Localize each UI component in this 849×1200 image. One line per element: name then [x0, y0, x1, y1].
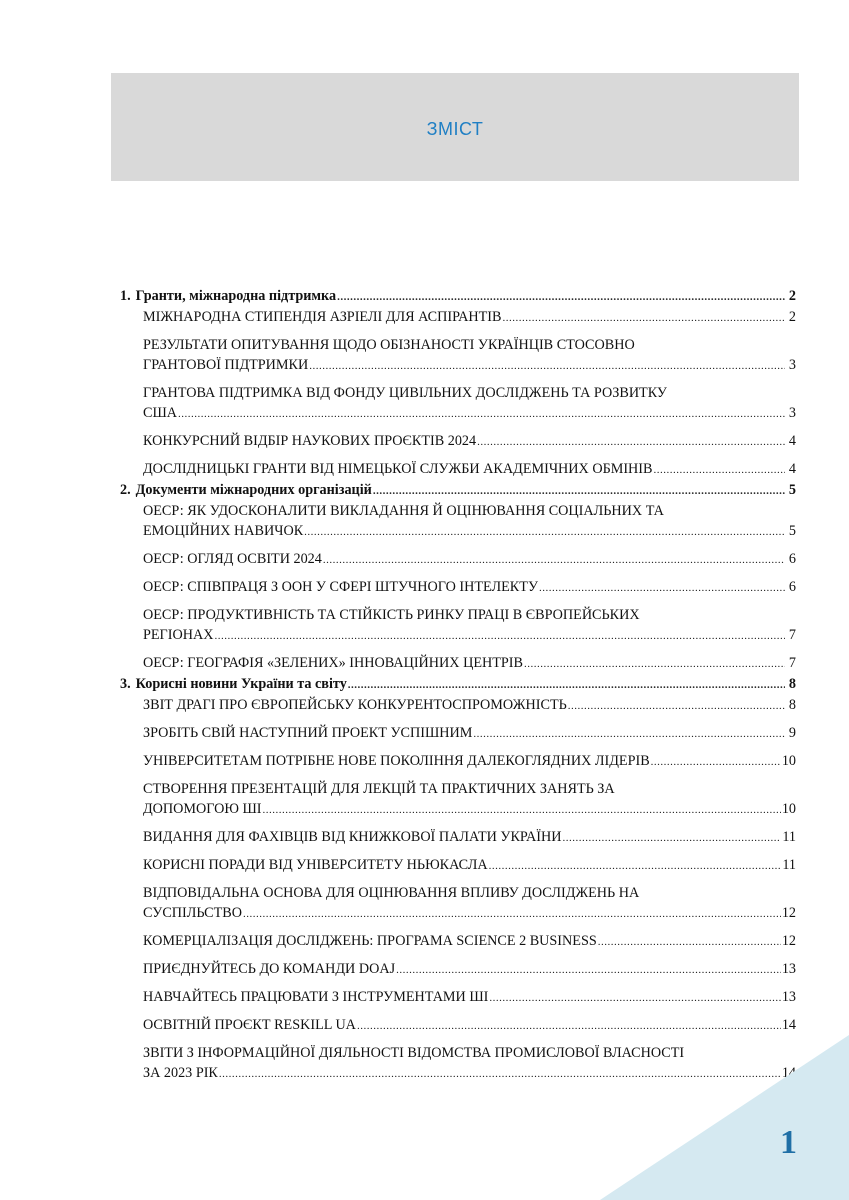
toc-page-number: 8	[788, 676, 796, 692]
toc-entry[interactable]	[120, 883, 796, 924]
toc-entry-title-line: СТВОРЕННЯ ПРЕЗЕНТАЦІЙ ДЛЯ ЛЕКЦІЙ ТА ПРАКТИЧНИХ ЗАНЯТЬ ЗА	[143, 781, 615, 797]
toc-leader-dots	[473, 724, 785, 744]
toc-page-number: 6	[788, 579, 796, 595]
toc-page-number: 14	[781, 1017, 796, 1033]
toc-entry-title-line: ОЕСР: ОГЛЯД ОСВІТИ 2024	[143, 551, 322, 567]
toc-page-number: 11	[782, 857, 796, 873]
toc-entry-title-line: ОЕСР: ЯК УДОСКОНАЛИТИ ВИКЛАДАННЯ Й ОЦІНЮВАННЯ СОЦІАЛЬНИХ ТА	[143, 503, 664, 519]
toc-section-title: Гранти, міжнародна підтримка	[135, 288, 337, 304]
corner-decoration	[600, 1035, 849, 1200]
toc-entry-title-line: ОЕСР: ГЕОГРАФІЯ «ЗЕЛЕНИХ» ІННОВАЦІЙНИХ ЦЕНТРІВ	[143, 655, 523, 671]
toc-section-number: 1.	[120, 288, 131, 304]
toc-entry-title-line: ЗВІТИ З ІНФОРМАЦІЙНОЇ ДІЯЛЬНОСТІ ВІДОМСТВА ПРОМИСЛОВОЇ ВЛАСНОСТІ	[143, 1045, 685, 1061]
toc-header-box	[111, 73, 799, 181]
toc-leader-dots	[651, 752, 781, 772]
toc-leader-dots	[309, 356, 785, 376]
toc-page-number: 3	[788, 357, 796, 373]
toc-page-number: 4	[788, 433, 796, 449]
toc-entry-title-line: ЗВІТ ДРАГІ ПРО ЄВРОПЕЙСЬКУ КОНКУРЕНТОСПРОМОЖНІСТЬ	[143, 697, 567, 713]
toc-section-title: Корисні новини України та світу	[135, 676, 347, 692]
toc-entry-title-line: США	[143, 405, 178, 421]
toc-entry-title-line: ЗРОБІТЬ СВІЙ НАСТУПНИЙ ПРОЕКТ УСПІШНИМ	[143, 725, 473, 741]
table-of-contents	[120, 286, 796, 1084]
toc-leader-dots	[323, 550, 785, 570]
toc-entry-title-line: ДОСЛІДНИЦЬКІ ГРАНТИ ВІД НІМЕЦЬКОЇ СЛУЖБИ АКАДЕМІЧНИХ ОБМІНІВ	[143, 461, 653, 477]
toc-entry-title-line: КОМЕРЦІАЛІЗАЦІЯ ДОСЛІДЖЕНЬ: ПРОГРАМА SCIENCE 2 BUSINESS	[143, 933, 597, 949]
toc-entry-title-line: ЕМОЦІЙНИХ НАВИЧОК	[143, 523, 304, 539]
toc-entry-title-line: МІЖНАРОДНА СТИПЕНДІЯ АЗРІЕЛІ ДЛЯ АСПІРАНТІВ	[143, 309, 502, 325]
toc-entry-title-line: ВИДАННЯ ДЛЯ ФАХІВЦІВ ВІД КНИЖКОВОЇ ПАЛАТИ УКРАЇНИ	[143, 829, 562, 845]
toc-entry[interactable]	[120, 577, 796, 598]
toc-entry[interactable]	[120, 827, 796, 848]
toc-page-number: 10	[781, 753, 796, 769]
toc-page-number: 11	[782, 829, 796, 845]
toc-entry-title-line: ОЕСР: ПРОДУКТИВНІСТЬ ТА СТІЙКІСТЬ РИНКУ ПРАЦІ В ЄВРОПЕЙСЬКИХ	[143, 607, 640, 623]
toc-entry-title-line: ГРАНТОВА ПІДТРИМКА ВІД ФОНДУ ЦИВІЛЬНИХ ДОСЛІДЖЕНЬ ТА РОЗВИТКУ	[143, 385, 667, 401]
toc-page-number: 13	[781, 961, 796, 977]
toc-entry[interactable]	[120, 959, 796, 980]
toc-page-number: 2	[788, 288, 796, 304]
toc-leader-dots	[477, 432, 785, 452]
toc-entry-title-line: НАВЧАЙТЕСЬ ПРАЦЮВАТИ З ІНСТРУМЕНТАМИ ШІ	[143, 989, 489, 1005]
toc-page-number: 10	[781, 801, 796, 817]
toc-entry[interactable]	[120, 501, 796, 542]
toc-page-number: 5	[788, 482, 796, 498]
toc-page-number: 5	[788, 523, 796, 539]
toc-page-number: 4	[788, 461, 796, 477]
toc-entry-title-line: ЗА 2023 РІК	[143, 1065, 218, 1081]
toc-page-number: 2	[788, 309, 796, 325]
toc-page-number: 8	[788, 697, 796, 713]
toc-entry[interactable]	[120, 855, 796, 876]
toc-leader-dots	[304, 522, 785, 542]
toc-page-number: 3	[788, 405, 796, 421]
toc-page-number: 12	[781, 933, 796, 949]
toc-entry-title-line: КОНКУРСНИЙ ВІДБІР НАУКОВИХ ПРОЄКТІВ 2024	[143, 433, 477, 449]
toc-page-number: 14	[781, 1065, 796, 1081]
toc-entry[interactable]	[120, 549, 796, 570]
toc-entry-title-line: РЕЗУЛЬТАТИ ОПИТУВАННЯ ЩОДО ОБІЗНАНОСТІ УКРАЇНЦІВ СТОСОВНО	[143, 337, 635, 353]
toc-leader-dots	[348, 675, 785, 695]
toc-leader-dots	[568, 696, 785, 716]
toc-entry[interactable]	[120, 1015, 796, 1036]
toc-page-number: 12	[781, 905, 796, 921]
toc-entry-title-line: СУСПІЛЬСТВО	[143, 905, 243, 921]
toc-page-number: 7	[788, 655, 796, 671]
toc-leader-dots	[598, 932, 781, 952]
toc-entry-title-line: ОЕСР: СПІВПРАЦЯ З ООН У СФЕРІ ШТУЧНОГО ІНТЕЛЕКТУ	[143, 579, 538, 595]
toc-page-number: 13	[781, 989, 796, 1005]
toc-entry-title-line: УНІВЕРСИТЕТАМ ПОТРІБНЕ НОВЕ ПОКОЛІННЯ ДАЛЕКОГЛЯДНИХ ЛІДЕРІВ	[143, 753, 650, 769]
toc-section-title: Документи міжнародних організацій	[135, 482, 372, 498]
toc-leader-dots	[357, 1016, 781, 1036]
toc-entry-title-line: КОРИСНІ ПОРАДИ ВІД УНІВЕРСИТЕТУ НЬЮКАСЛА	[143, 857, 488, 873]
toc-entry-title-line: ПРИЄДНУЙТЕСЬ ДО КОМАНДИ DOAJ	[143, 961, 396, 977]
toc-leader-dots	[263, 800, 781, 820]
toc-leader-dots	[214, 626, 785, 646]
toc-entry[interactable]	[120, 723, 796, 744]
toc-leader-dots	[489, 988, 780, 1008]
toc-section-heading[interactable]	[120, 286, 796, 307]
toc-section-number: 2.	[120, 482, 131, 498]
toc-section-heading[interactable]	[120, 480, 796, 501]
toc-entry[interactable]	[120, 459, 796, 480]
toc-page-number: 6	[788, 551, 796, 567]
toc-entry[interactable]	[120, 931, 796, 952]
toc-entry[interactable]	[120, 653, 796, 674]
toc-entry[interactable]	[120, 987, 796, 1008]
toc-leader-dots	[524, 654, 785, 674]
page-number: 1	[780, 1124, 797, 1161]
toc-entry[interactable]	[120, 307, 796, 328]
toc-entry-title-line: ДОПОМОГОЮ ШІ	[143, 801, 262, 817]
toc-entry[interactable]	[120, 779, 796, 820]
toc-page-number: 9	[788, 725, 796, 741]
toc-entry-title-line: ВІДПОВІДАЛЬНА ОСНОВА ДЛЯ ОЦІНЮВАННЯ ВПЛИВУ ДОСЛІДЖЕНЬ НА	[143, 885, 640, 901]
toc-section-heading[interactable]	[120, 674, 796, 695]
toc-leader-dots	[373, 481, 785, 501]
toc-leader-dots	[503, 308, 786, 328]
toc-leader-dots	[489, 856, 782, 876]
toc-entry[interactable]	[120, 751, 796, 772]
toc-page-number: 7	[788, 627, 796, 643]
toc-leader-dots	[654, 460, 786, 480]
toc-entry-title-line: ГРАНТОВОЇ ПІДТРИМКИ	[143, 357, 309, 373]
toc-entry-title-line: ОСВІТНІЙ ПРОЄКТ RESKILL UA	[143, 1017, 356, 1033]
toc-entry[interactable]	[120, 335, 796, 376]
toc-entry[interactable]	[120, 383, 796, 424]
toc-leader-dots	[243, 904, 781, 924]
toc-entry[interactable]	[120, 605, 796, 646]
toc-leader-dots	[539, 578, 785, 598]
toc-entry-title-line: РЕГІОНАХ	[143, 627, 214, 643]
toc-leader-dots	[396, 960, 781, 980]
page-title: ЗМІСТ	[426, 118, 484, 139]
toc-leader-dots	[337, 287, 785, 307]
toc-entry[interactable]	[120, 431, 796, 452]
toc-section-number: 3.	[120, 676, 131, 692]
toc-leader-dots	[562, 828, 781, 848]
toc-entry[interactable]	[120, 695, 796, 716]
toc-leader-dots	[178, 404, 785, 424]
